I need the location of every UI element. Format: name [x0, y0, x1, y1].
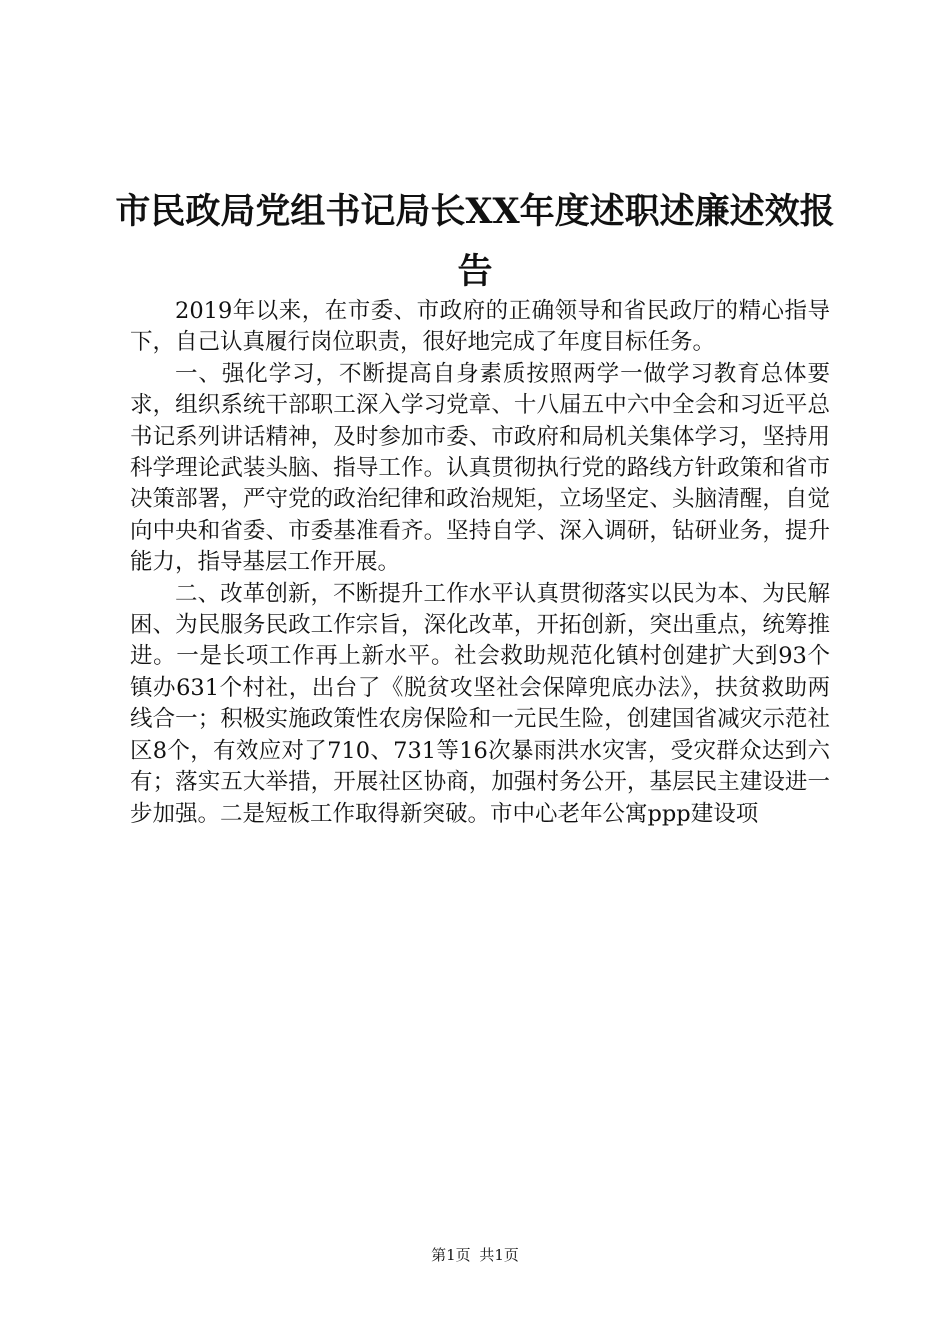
page-footer [0, 1245, 950, 1265]
page-number: 第1页 [431, 1246, 471, 1264]
paragraph-section-2: 二、改革创新，不断提升工作水平认真贯彻落实以民为本、为民解困、为民服务民政工作宗旨，深化改革，开拓创新，突出重点，统筹推进。一是长项工作再上新水平。社会救助规范化镇村创建扩大到93个镇办631个村社，出台了《脱贫攻坚社会保障兜底办法》，扶贫救助两线合一；积极实施政策性农房保险和一元民生险，创建国省减灾示范社区8个，有效应对了710、731等16次暴雨洪水灾害，受灾群众达到六有；落实五大举措，开展社区协商，加强村务公开，基层民主建设进一步加强。二是短板工作取得新突破。市中心老年公寓ppp建设项 [130, 580, 830, 827]
paragraph-section-1: 一、强化学习，不断提高自身素质按照两学一做学习教育总体要求，组织系统干部职工深入学习党章、十八届五中六中全会和习近平总书记系列讲话精神，及时参加市委、市政府和局机关集体学习，坚持用科学理论武装头脑、指导工作。认真贯彻执行党的路线方针政策和省市决策部署，严守党的政治纪律和政治规矩，立场坚定、头脑清醒，自觉向中央和省委、市委基准看齐。坚持自学、深入调研，钻研业务，提升能力，指导基层工作开展。 [130, 360, 830, 576]
page-total: 共1页 [479, 1246, 519, 1264]
document-body [130, 296, 830, 830]
document-title: 市民政局党组书记局长XX年度述职述廉述效报告 [115, 191, 835, 292]
paragraph-intro: 2019年以来，在市委、市政府的正确领导和省民政厅的精心指导下，自己认真履行岗位职责，很好地完成了年度目标任务。 [130, 298, 830, 356]
